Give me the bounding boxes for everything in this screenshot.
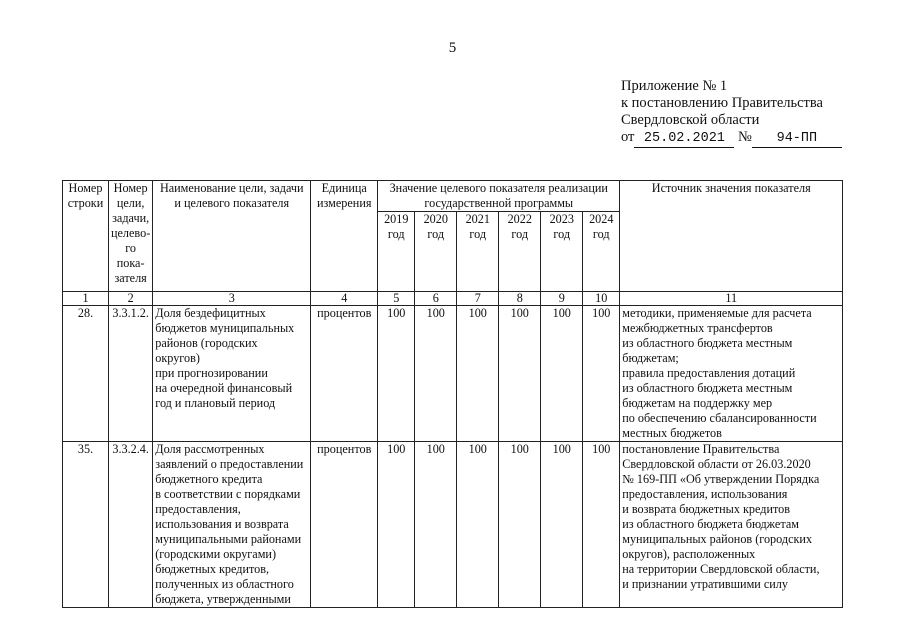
col-number: 1 [63, 292, 109, 306]
text-line: Доля бездефицитных [155, 306, 266, 320]
header-source: Источник значения показателя [620, 181, 843, 292]
header-values-group: Значение целевого показателя реализации государственной программы [378, 181, 620, 212]
header-year: 2024 год [583, 212, 620, 292]
row-line-number: 35. [63, 442, 109, 608]
col-number: 9 [541, 292, 583, 306]
row-value: 100 [499, 306, 541, 442]
text-line: бюджетного кредита [155, 472, 263, 486]
appendix-title: Приложение № 1 [621, 78, 728, 94]
text-line: округов), расположенных [622, 547, 756, 561]
text-line: районов (городских [155, 336, 258, 350]
text-line: Свердловской области от 26.03.2020 [622, 457, 811, 471]
text-line: бюджетам; [622, 351, 679, 365]
header-code: Номер цели, задачи, целево-го пока-зателя [109, 181, 153, 292]
text-line: предоставления, использования [622, 487, 788, 501]
appendix-line3: Свердловской области [621, 112, 760, 128]
text-line: бюджетных кредитов, [155, 562, 270, 576]
text-line: местных бюджетов [622, 426, 722, 440]
col-number: 2 [109, 292, 153, 306]
text-line: полученных из областного [155, 577, 294, 591]
text-line: при прогнозировании [155, 366, 268, 380]
col-number: 3 [153, 292, 311, 306]
row-name [153, 306, 311, 442]
col-number: 10 [583, 292, 620, 306]
from-label: от [621, 129, 635, 145]
appendix-block [621, 78, 842, 148]
number-label: № [738, 129, 752, 145]
header-line-number: Номер строки [63, 181, 109, 292]
row-value: 100 [378, 442, 415, 608]
text-line: предоставления, [155, 502, 241, 516]
text-line: бюджетам на поддержку мер [622, 396, 773, 410]
text-line: использования и возврата [155, 517, 289, 531]
text-line: округов) [155, 351, 200, 365]
decree-number: 94-ПП [752, 130, 842, 148]
row-code: 3.3.2.4. [109, 442, 153, 608]
text-line: из областного бюджета местным [622, 336, 793, 350]
text-line: и признании утратившими силу [622, 577, 788, 591]
row-value: 100 [415, 442, 457, 608]
row-value: 100 [541, 306, 583, 442]
header-year: 2021 год [457, 212, 499, 292]
row-source [620, 306, 843, 442]
text-line: на территории Свердловской области, [622, 562, 820, 576]
text-line: по обеспечению сбалансированности [622, 411, 817, 425]
text-line: из областного бюджета местным [622, 381, 793, 395]
text-line: в соответствии с порядками [155, 487, 301, 501]
page-number: 5 [448, 40, 457, 56]
row-value: 100 [583, 442, 620, 608]
text-line: муниципальных районов (городских [622, 532, 813, 546]
row-value: 100 [378, 306, 415, 442]
indicators-table [62, 180, 843, 608]
header-unit: Единица измерения [311, 181, 378, 292]
text-line: год и плановый период [155, 396, 276, 410]
text-line: методики, применяемые для расчета [622, 306, 812, 320]
header-year: 2023 год [541, 212, 583, 292]
header-name: Наименование цели, задачи и целевого показателя [153, 181, 311, 292]
row-line-number: 28. [63, 306, 109, 442]
row-unit: процентов [311, 306, 378, 442]
text-line: межбюджетных трансфертов [622, 321, 773, 335]
header-year: 2019 год [378, 212, 415, 292]
col-number: 6 [415, 292, 457, 306]
row-value: 100 [499, 442, 541, 608]
text-line: (городскими округами) [155, 547, 277, 561]
col-number: 5 [378, 292, 415, 306]
text-line: и возврата бюджетных кредитов [622, 502, 791, 516]
row-name [153, 442, 311, 608]
row-value: 100 [415, 306, 457, 442]
decree-date: 25.02.2021 [634, 130, 734, 148]
text-line: заявлений о предоставлении [155, 457, 304, 471]
row-value: 100 [583, 306, 620, 442]
row-value: 100 [457, 442, 499, 608]
table-row [63, 442, 843, 608]
text-line: на очередной финансовый [155, 381, 293, 395]
row-unit: процентов [311, 442, 378, 608]
col-number: 8 [499, 292, 541, 306]
text-line: Доля рассмотренных [155, 442, 265, 456]
header-year: 2020 год [415, 212, 457, 292]
text-line: бюджетов муниципальных [155, 321, 295, 335]
row-code: 3.3.1.2. [109, 306, 153, 442]
text-line: правила предоставления дотаций [622, 366, 796, 380]
row-value: 100 [457, 306, 499, 442]
header-year: 2022 год [499, 212, 541, 292]
text-line: из областного бюджета бюджетам [622, 517, 799, 531]
text-line: постановление Правительства [622, 442, 780, 456]
col-number: 4 [311, 292, 378, 306]
text-line: муниципальными районами [155, 532, 302, 546]
appendix-line2: к постановлению Правительства [621, 95, 823, 111]
table-row [63, 306, 843, 442]
col-number: 7 [457, 292, 499, 306]
col-number: 11 [620, 292, 843, 306]
text-line: № 169-ПП «Об утверждении Порядка [622, 472, 820, 486]
row-source [620, 442, 843, 608]
text-line: бюджета, утвержденными [155, 592, 291, 606]
appendix-date-line [621, 129, 842, 148]
row-value: 100 [541, 442, 583, 608]
